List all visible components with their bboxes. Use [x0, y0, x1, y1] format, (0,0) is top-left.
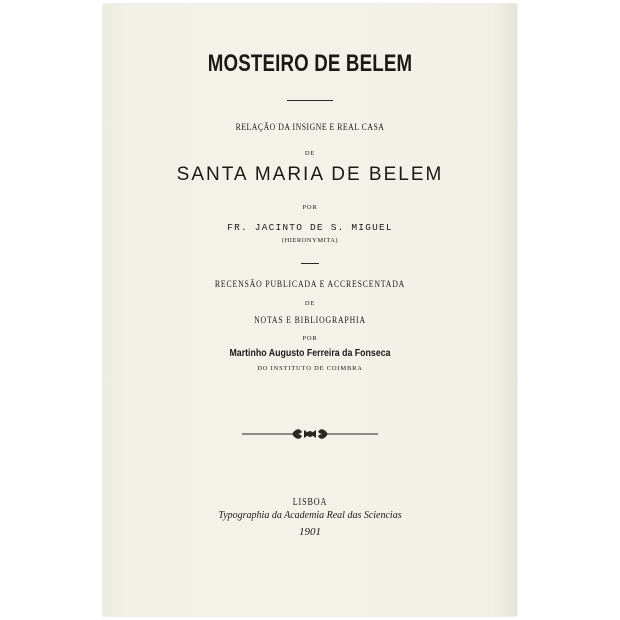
author-name: FR. JACINTO DE S. MIGUEL	[227, 222, 393, 233]
book-title: MOSTEIRO DE BELEM	[207, 50, 413, 77]
editor-name: Martinho Augusto Ferreira da Fonseca	[229, 348, 391, 359]
connector-por: POR	[302, 204, 318, 211]
imprint-publisher: Typographia da Academia Real das Sciencias	[218, 510, 402, 521]
institute-line: DO INSTITUTO DE COIMBRA	[257, 365, 363, 372]
imprint-city: LISBOA	[292, 497, 328, 508]
relation-line: RELAÇÃO DA INSIGNE E REAL CASA	[235, 123, 385, 133]
divider-rule	[301, 263, 319, 264]
imprint-year: 1901	[299, 526, 321, 538]
house-name: SANTA MARIA DE BELEM	[176, 164, 444, 185]
fleuron-ornament-icon	[240, 424, 380, 444]
title-page	[103, 4, 517, 616]
divider-rule	[287, 100, 333, 101]
connector-de: DE	[304, 150, 316, 157]
recension-line: RECENSÃO PUBLICADA E ACCRESCENTADA	[214, 280, 406, 290]
notes-line: NOTAS E BIBLIOGRAPHIA	[254, 316, 366, 326]
author-order: (HIERONYMITA)	[281, 237, 339, 244]
connector-de: DE	[304, 300, 316, 307]
connector-por: POR	[302, 335, 318, 342]
